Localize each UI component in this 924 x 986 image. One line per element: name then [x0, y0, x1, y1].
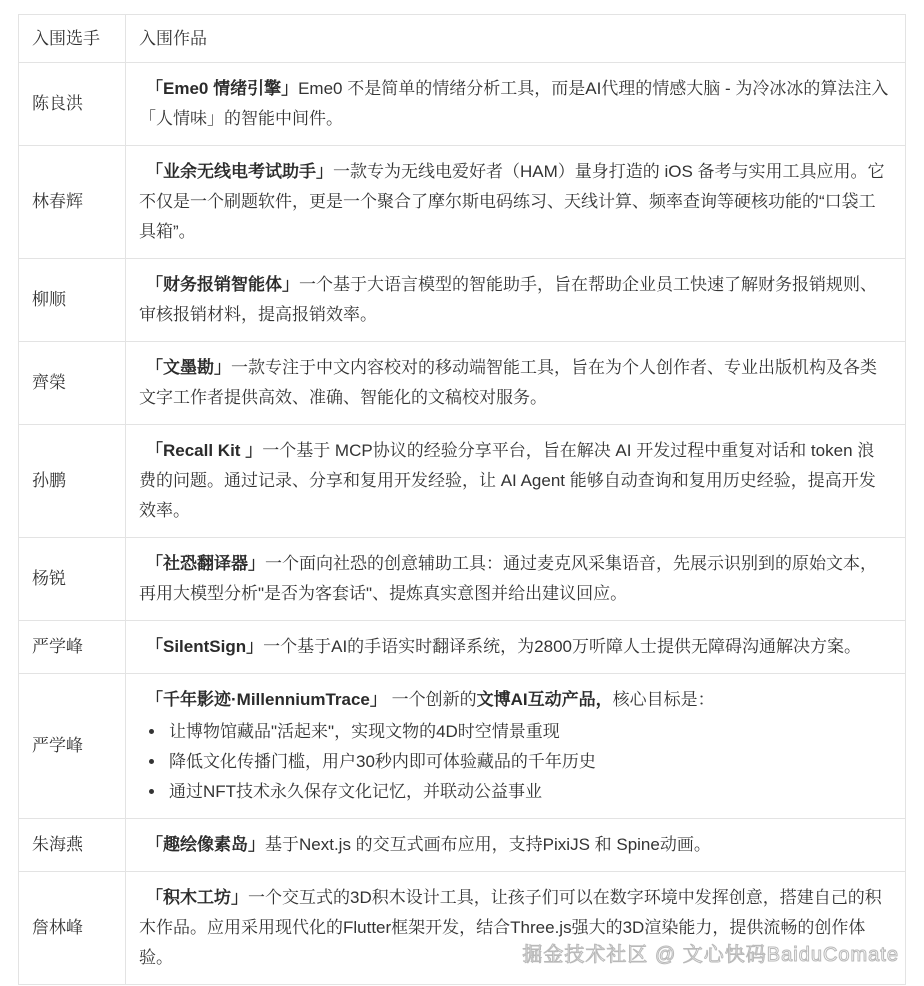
work-title: 「财务报销智能体」 — [146, 275, 299, 294]
contestant-name: 严学峰 — [19, 621, 126, 674]
goal-item: • 通过NFT技术永久保存文化记忆，并联动公益事业 — [166, 777, 889, 807]
work-description — [139, 549, 889, 609]
work-text: Eme0 不是简单的情绪分析工具，而是AI代理的情感大脑 - 为冷冰冰的算法注入「人情味」的智能中间件。 — [139, 79, 889, 128]
work-text: 一个面向社恐的创意辅助工具：通过麦克风采集语音，先展示识别到的原始文本，再用大模型分析"是否为客套话"、提炼真实意图并给出建议回应。 — [139, 554, 877, 603]
work-description — [139, 157, 889, 247]
work-text: 一个交互式的3D积木设计工具，让孩子们可以在数字环境中发挥创意，搭建自己的积木作品。应用采用现代化的Flutter框架开发，结合Three.js强大的3D渲染能力，提供流畅的创作体验。 — [139, 888, 882, 967]
contestant-name: 孙鹏 — [19, 425, 126, 538]
table-row — [19, 63, 906, 146]
watermark: 掘金技术社区 @ 文心快码BaiduComate — [522, 944, 899, 966]
work-description — [139, 883, 889, 973]
work-text: 一个基于 MCP协议的经验分享平台，旨在解决 AI 开发过程中重复对话和 token 浪费的问题。通过记录、分享和复用开发经验，让 AI Agent 能够自动查询和复用历史经验，提高开发效率。 — [139, 441, 876, 520]
work-text: 一个创新的 — [386, 690, 477, 709]
work-title: 「积木工坊」 — [146, 888, 248, 907]
contestant-name: 杨锐 — [19, 538, 126, 621]
work-description — [139, 270, 889, 330]
goal-item: • 降低文化传播门槛，用户30秒内即可体验藏品的千年历史 — [166, 747, 889, 777]
work-description-cell — [126, 425, 906, 538]
work-text: 核心目标是： — [612, 690, 715, 709]
contestant-name: 朱海燕 — [19, 819, 126, 872]
work-title: 文博AI互动产品， — [476, 690, 613, 709]
table-row — [19, 259, 906, 342]
work-description-cell — [126, 342, 906, 425]
table-row — [19, 674, 906, 819]
work-description — [139, 436, 889, 526]
contestant-name: 陈良洪 — [19, 63, 126, 146]
work-title: 「Eme0 情绪引擎」 — [146, 79, 299, 98]
contestant-name: 詹林峰 — [19, 872, 126, 985]
finalists-table — [18, 14, 906, 985]
work-description-cell — [126, 259, 906, 342]
work-description-cell — [126, 872, 906, 985]
contestant-name: 严学峰 — [19, 674, 126, 819]
work-text: 一个基于AI的手语实时翻译系统，为2800万听障人士提供无障碍沟通解决方案。 — [263, 637, 862, 656]
contestant-name: 林春辉 — [19, 146, 126, 259]
table-row — [19, 425, 906, 538]
table-row — [19, 342, 906, 425]
goal-item: • 让博物馆藏品"活起来"，实现文物的4D时空情景重现 — [166, 717, 889, 747]
work-title: 「Recall Kit 」 — [146, 441, 263, 460]
work-title: 「趣绘像素岛」 — [146, 835, 265, 854]
work-title: 「SilentSign」 — [146, 637, 264, 656]
work-title: 「社恐翻译器」 — [146, 554, 265, 573]
work-description — [139, 353, 889, 413]
work-description-cell — [126, 146, 906, 259]
work-description — [139, 632, 889, 662]
work-text: 基于Next.js 的交互式画布应用，支持PixiJS 和 Spine动画。 — [265, 835, 711, 854]
work-description-cell — [126, 538, 906, 621]
work-description — [139, 685, 889, 715]
work-description-cell — [126, 621, 906, 674]
contestant-name: 柳顺 — [19, 259, 126, 342]
col-header-contestant: 入围选手 — [19, 15, 126, 63]
work-description — [139, 74, 889, 134]
table-row — [19, 146, 906, 259]
work-description-cell — [126, 674, 906, 819]
work-title: 「业余无线电考试助手」 — [146, 162, 333, 181]
contestant-name: 齊榮 — [19, 342, 126, 425]
col-header-work: 入围作品 — [126, 15, 906, 63]
goals-list — [139, 717, 889, 807]
table-row — [19, 872, 906, 985]
table-row — [19, 621, 906, 674]
work-description-cell — [126, 63, 906, 146]
work-text: 一款专为无线电爱好者（HAM）量身打造的 iOS 备考与实用工具应用。它不仅是一个刷题软件，更是一个聚合了摩尔斯电码练习、天线计算、频率查询等硬核功能的“口袋工具箱”。 — [139, 162, 885, 241]
work-text: 一个基于大语言模型的智能助手，旨在帮助企业员工快速了解财务报销规则、审核报销材料，提高报销效率。 — [139, 275, 877, 324]
work-title: 「千年影迹·MillenniumTrace」 — [146, 690, 387, 709]
work-description — [139, 830, 889, 860]
work-description-cell — [126, 819, 906, 872]
work-text: 一款专注于中文内容校对的移动端智能工具，旨在为个人创作者、专业出版机构及各类文字工作者提供高效、准确、智能化的文稿校对服务。 — [139, 358, 877, 407]
table-row — [19, 819, 906, 872]
table-row — [19, 538, 906, 621]
work-title: 「文墨勘」 — [146, 358, 231, 377]
header-row — [19, 15, 906, 63]
